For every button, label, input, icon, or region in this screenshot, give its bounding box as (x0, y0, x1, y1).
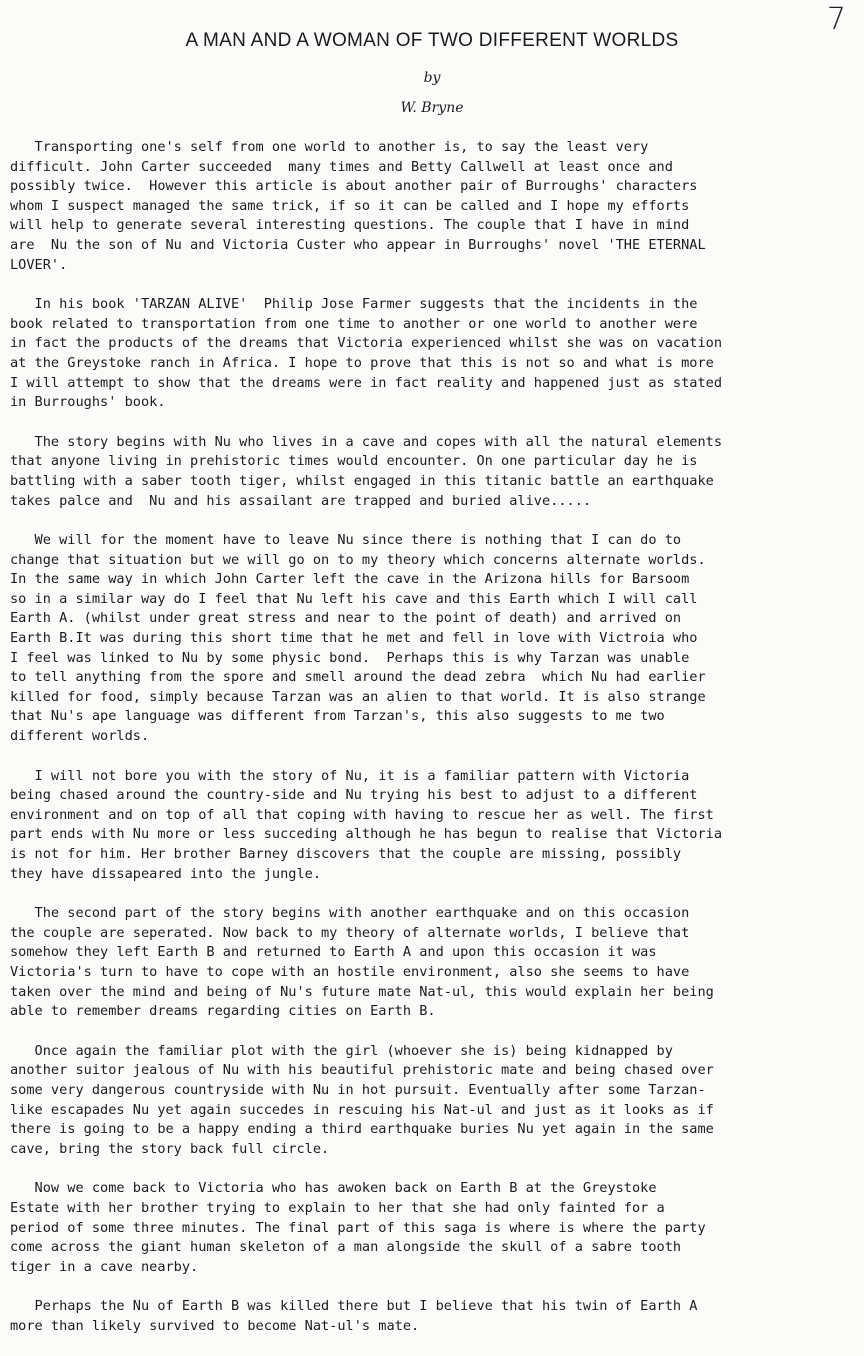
page-number: 7 (826, 2, 846, 37)
author-name: W. Bryne (400, 100, 464, 116)
byline-by: by (423, 70, 441, 86)
article-body (10, 138, 858, 1356)
paragraph: I will not bore you with the story of Nu, it is a familiar pattern with Victoria being chased around the country-side and Nu trying his best to adjust to a different environment and on top of all that coping with having to rescue her as well. The first part ends with Nu more or less succeding although he has begun to realise that Victoria is not for him. Her brother Barney discovers that the couple are missing, possibly they have dissapeared into the jungle. (10, 767, 723, 882)
paragraph: We will for the moment have to leave Nu since there is nothing that I can do to change that situation but we will go on to my theory which concerns alternate worlds. In the same way in which John Carter left the cave in the Arizona hills for Barsoom so in a similar way do I feel that Nu left his cave and this Earth which I will call Earth A. (whilst under great stress and near to the point of death) and arrived on Earth B.It was during this short time that he met and fell in love with Victroia who I feel was linked to Nu by some physic bond. Perhaps this is why Tarzan was unable to tell anything from the spore and smell around the dead zebra which Nu had earlier killed for food, simply because Tarzan was an alien to that world. It is also strange that Nu's ape language was different from Tarzan's, this also suggests to me two different worlds. (10, 532, 706, 745)
paragraph: The story begins with Nu who lives in a cave and copes with all the natural elements that anyone living in prehistoric times would encounter. On one particular day he is battling with a saber tooth tiger, whilst engaged in this titanic battle an earthquake takes palce and Nu and his assailant are trapped and buried alive..... (10, 433, 723, 509)
paragraph: Perhaps the Nu of Earth B was killed there but I believe that his twin of Earth A more than likely survived to become Nat-ul's mate. (10, 1298, 698, 1334)
paragraph: In his book 'TARZAN ALIVE' Philip Jose Farmer suggests that the incidents in the book related to transportation from one time to another or one world to another were in fact the products of the dreams that Victoria experienced whilst she was on vacation at the Greystoke ranch in Africa. I hope to prove that this is not so and what is more I will attempt to show that the dreams were in fact reality and happened just as stated in Burroughs' book. (10, 296, 723, 411)
paragraph: Now we come back to Victoria who has awoken back on Earth B at the Greystoke Estate with her brother trying to explain to her that she had only fainted for a period of some three minutes. The final part of this saga is where is where the party come across the giant human skeleton of a man alongside the skull of a sabre tooth tiger in a cave nearby. (10, 1180, 706, 1275)
paragraph: Once again the familiar plot with the girl (whoever she is) being kidnapped by another suitor jealous of Nu with his beautiful prehistoric mate and being chased over some very dangerous countryside with Nu in hot pursuit. Eventually after some Tarzan- like escapades Nu yet again succedes in rescuing his Nat-ul and just as it looks as if there is going to be a happy ending a third earthquake buries Nu yet again in the same cave, bring the story back full circle. (10, 1042, 714, 1157)
article-title: A MAN AND A WOMAN OF TWO DIFFERENT WORLDS (185, 30, 679, 51)
paragraph: The second part of the story begins with another earthquake and on this occasion the couple are seperated. Now back to my theory of alternate worlds, I believe that somehow they left Earth B and returned to Earth A and upon this occasion it was Victoria's turn to have to cope with an hostile environment, also she seems to have taken over the mind and being of Nu's future mate Nat-ul, this would explain her being able to remember dreams regarding cities on Earth B. (10, 905, 714, 1020)
paragraph: Transporting one's self from one world to another is, to say the least very difficult. John Carter succeeded many times and Betty Callwell at least once and possibly twice. However this article is about another pair of Burroughs' characters whom I suspect managed the same trick, if so it can be called and I hope my efforts will help to generate several interesting questions. The couple that I have in mind are Nu the son of Nu and Victoria Custer who appear in Burroughs' novel 'THE ETERNAL LOVER'. (10, 139, 706, 273)
